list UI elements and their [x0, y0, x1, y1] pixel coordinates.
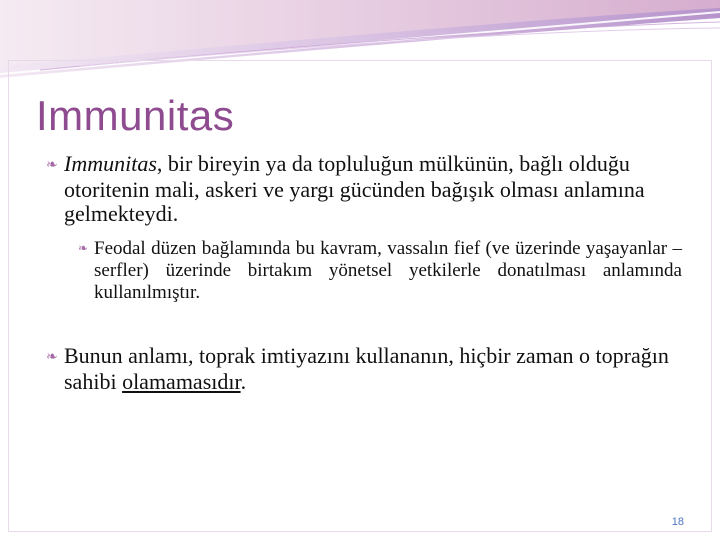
underlined-word: olamamasıdır	[122, 369, 241, 394]
sub-bullet-text: Feodal düzen bağlamında bu kavram, vassalın fief (ve üzerinde yaşayanlar – serfler) üzerinde birtakım yönetsel yetkilerle donatılması anlamında kullanılmıştır.	[94, 238, 682, 303]
bullet-end-punctuation: .	[240, 369, 247, 394]
bullet-text: , bir bireyin ya da topluluğun mülkünün, bağlı olduğu otoritenin mali, askeri ve yargı gücünden bağışık olması anlamına gelmekteydi.	[64, 151, 645, 226]
page-number: 18	[671, 516, 684, 528]
sub-bullet-item-feodal	[78, 237, 682, 304]
leaf-bullet-icon: ❧	[46, 158, 58, 173]
slide-title: Immunitas	[36, 92, 235, 139]
leaf-bullet-icon: ❧	[46, 350, 58, 365]
bullet-item-immunitas	[46, 152, 686, 226]
bullet-text: Bunun anlamı, toprak imtiyazını kullananın, hiçbir zaman o toprağın sahibi	[64, 343, 669, 394]
leaf-bullet-icon: ❧	[78, 241, 89, 255]
bullet-lead-term: Immunitas	[64, 151, 157, 176]
bullet-item-bunun-anlami	[46, 344, 686, 394]
